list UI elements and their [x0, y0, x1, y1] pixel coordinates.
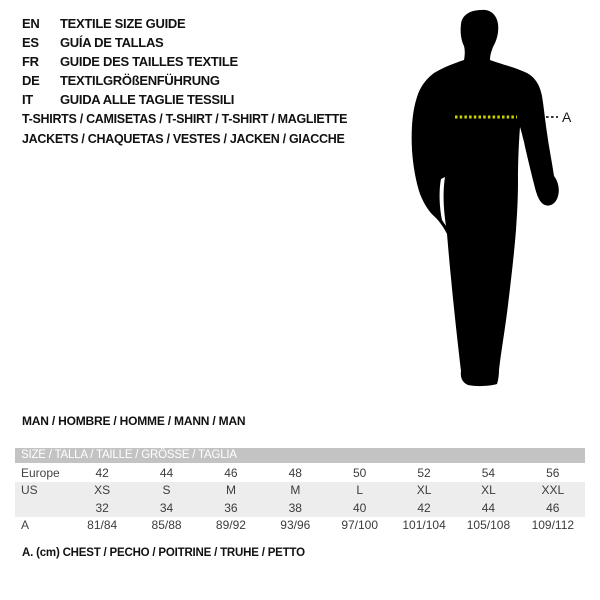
lang-code: FR: [22, 54, 39, 69]
size-cell: 48: [288, 465, 302, 480]
row-label: Europe: [21, 465, 60, 480]
size-cell: 44: [159, 465, 174, 480]
size-cell: XS: [94, 483, 111, 498]
lang-label: TEXTILGRÖßENFÜHRUNG: [60, 73, 220, 88]
lang-row-en: [22, 14, 238, 33]
size-cell: 42: [95, 465, 109, 480]
size-cell: 56: [546, 465, 560, 480]
size-cell: 85/88: [151, 518, 182, 533]
size-cell: 93/96: [280, 518, 311, 533]
size-cell: 38: [288, 500, 302, 515]
language-guide-list: [22, 14, 238, 109]
size-cell: XL: [416, 483, 432, 498]
measure-label-a: A: [562, 109, 572, 125]
size-cell: XXL: [541, 483, 565, 498]
size-cell: 32: [95, 500, 109, 515]
size-cell: 50: [353, 465, 367, 480]
size-cell: 52: [417, 465, 431, 480]
lang-row-es: [22, 33, 238, 52]
size-cell: 54: [481, 465, 496, 480]
size-cell: XL: [481, 483, 496, 498]
size-cell: M: [290, 483, 301, 498]
lang-label: GUIDE DES TAILLES TEXTILE: [60, 54, 238, 69]
size-cell: 81/84: [87, 518, 118, 533]
category-line-jackets: JACKETS / CHAQUETAS / VESTES / JACKEN / GIACCHE: [22, 131, 345, 146]
lang-code: EN: [22, 16, 40, 31]
table-row-chest-a: [15, 517, 585, 535]
row-label: US: [21, 483, 38, 498]
garment-categories: [22, 110, 347, 149]
table-row-us-numeric: [15, 499, 585, 517]
size-cell: 42: [417, 500, 431, 515]
lang-label: GUIDA ALLE TAGLIE TESSILI: [60, 92, 235, 107]
section-title-man: MAN / HOMBRE / HOMME / MANN / MAN: [22, 414, 246, 428]
lang-row-de: [22, 71, 238, 90]
lang-row-it: [22, 90, 238, 109]
size-cell: S: [162, 483, 171, 498]
lang-row-fr: [22, 52, 238, 71]
size-cell: 109/112: [531, 518, 575, 533]
size-table: [15, 448, 585, 534]
size-cell: 46: [224, 465, 238, 480]
size-table-header: SIZE / TALLA / TAILLE / GRÖSSE / TAGLIA: [15, 448, 585, 463]
man-silhouette-svg: [400, 0, 600, 400]
table-row-us-letters: [15, 482, 585, 500]
size-cell: 97/100: [341, 518, 379, 533]
lang-label: TEXTILE SIZE GUIDE: [60, 16, 186, 31]
size-cell: 101/104: [402, 518, 446, 533]
size-cell: 34: [159, 500, 174, 515]
lang-label: GUÍA DE TALLAS: [60, 35, 164, 50]
category-line-tshirts: T-SHIRTS / CAMISETAS / T-SHIRT / T-SHIRT / MAGLIETTE: [22, 112, 348, 126]
size-cell: 105/108: [466, 518, 511, 533]
lang-code: ES: [22, 35, 39, 50]
man-figure: [400, 0, 600, 400]
man-silhouette: [412, 10, 559, 386]
size-cell: 46: [546, 500, 560, 515]
size-cell: 89/92: [215, 518, 246, 533]
lang-code: IT: [22, 92, 33, 107]
measurement-footnote: A. (cm) CHEST / PECHO / POITRINE / TRUHE / PETTO: [22, 547, 305, 559]
size-cell: 40: [353, 500, 367, 515]
lang-code: DE: [22, 73, 40, 88]
size-cell: 44: [481, 500, 496, 515]
size-cell: 36: [224, 500, 238, 515]
row-label: A: [21, 518, 30, 533]
size-cell: L: [356, 483, 364, 498]
size-cell: M: [225, 483, 236, 498]
table-row-europe: [15, 464, 585, 482]
